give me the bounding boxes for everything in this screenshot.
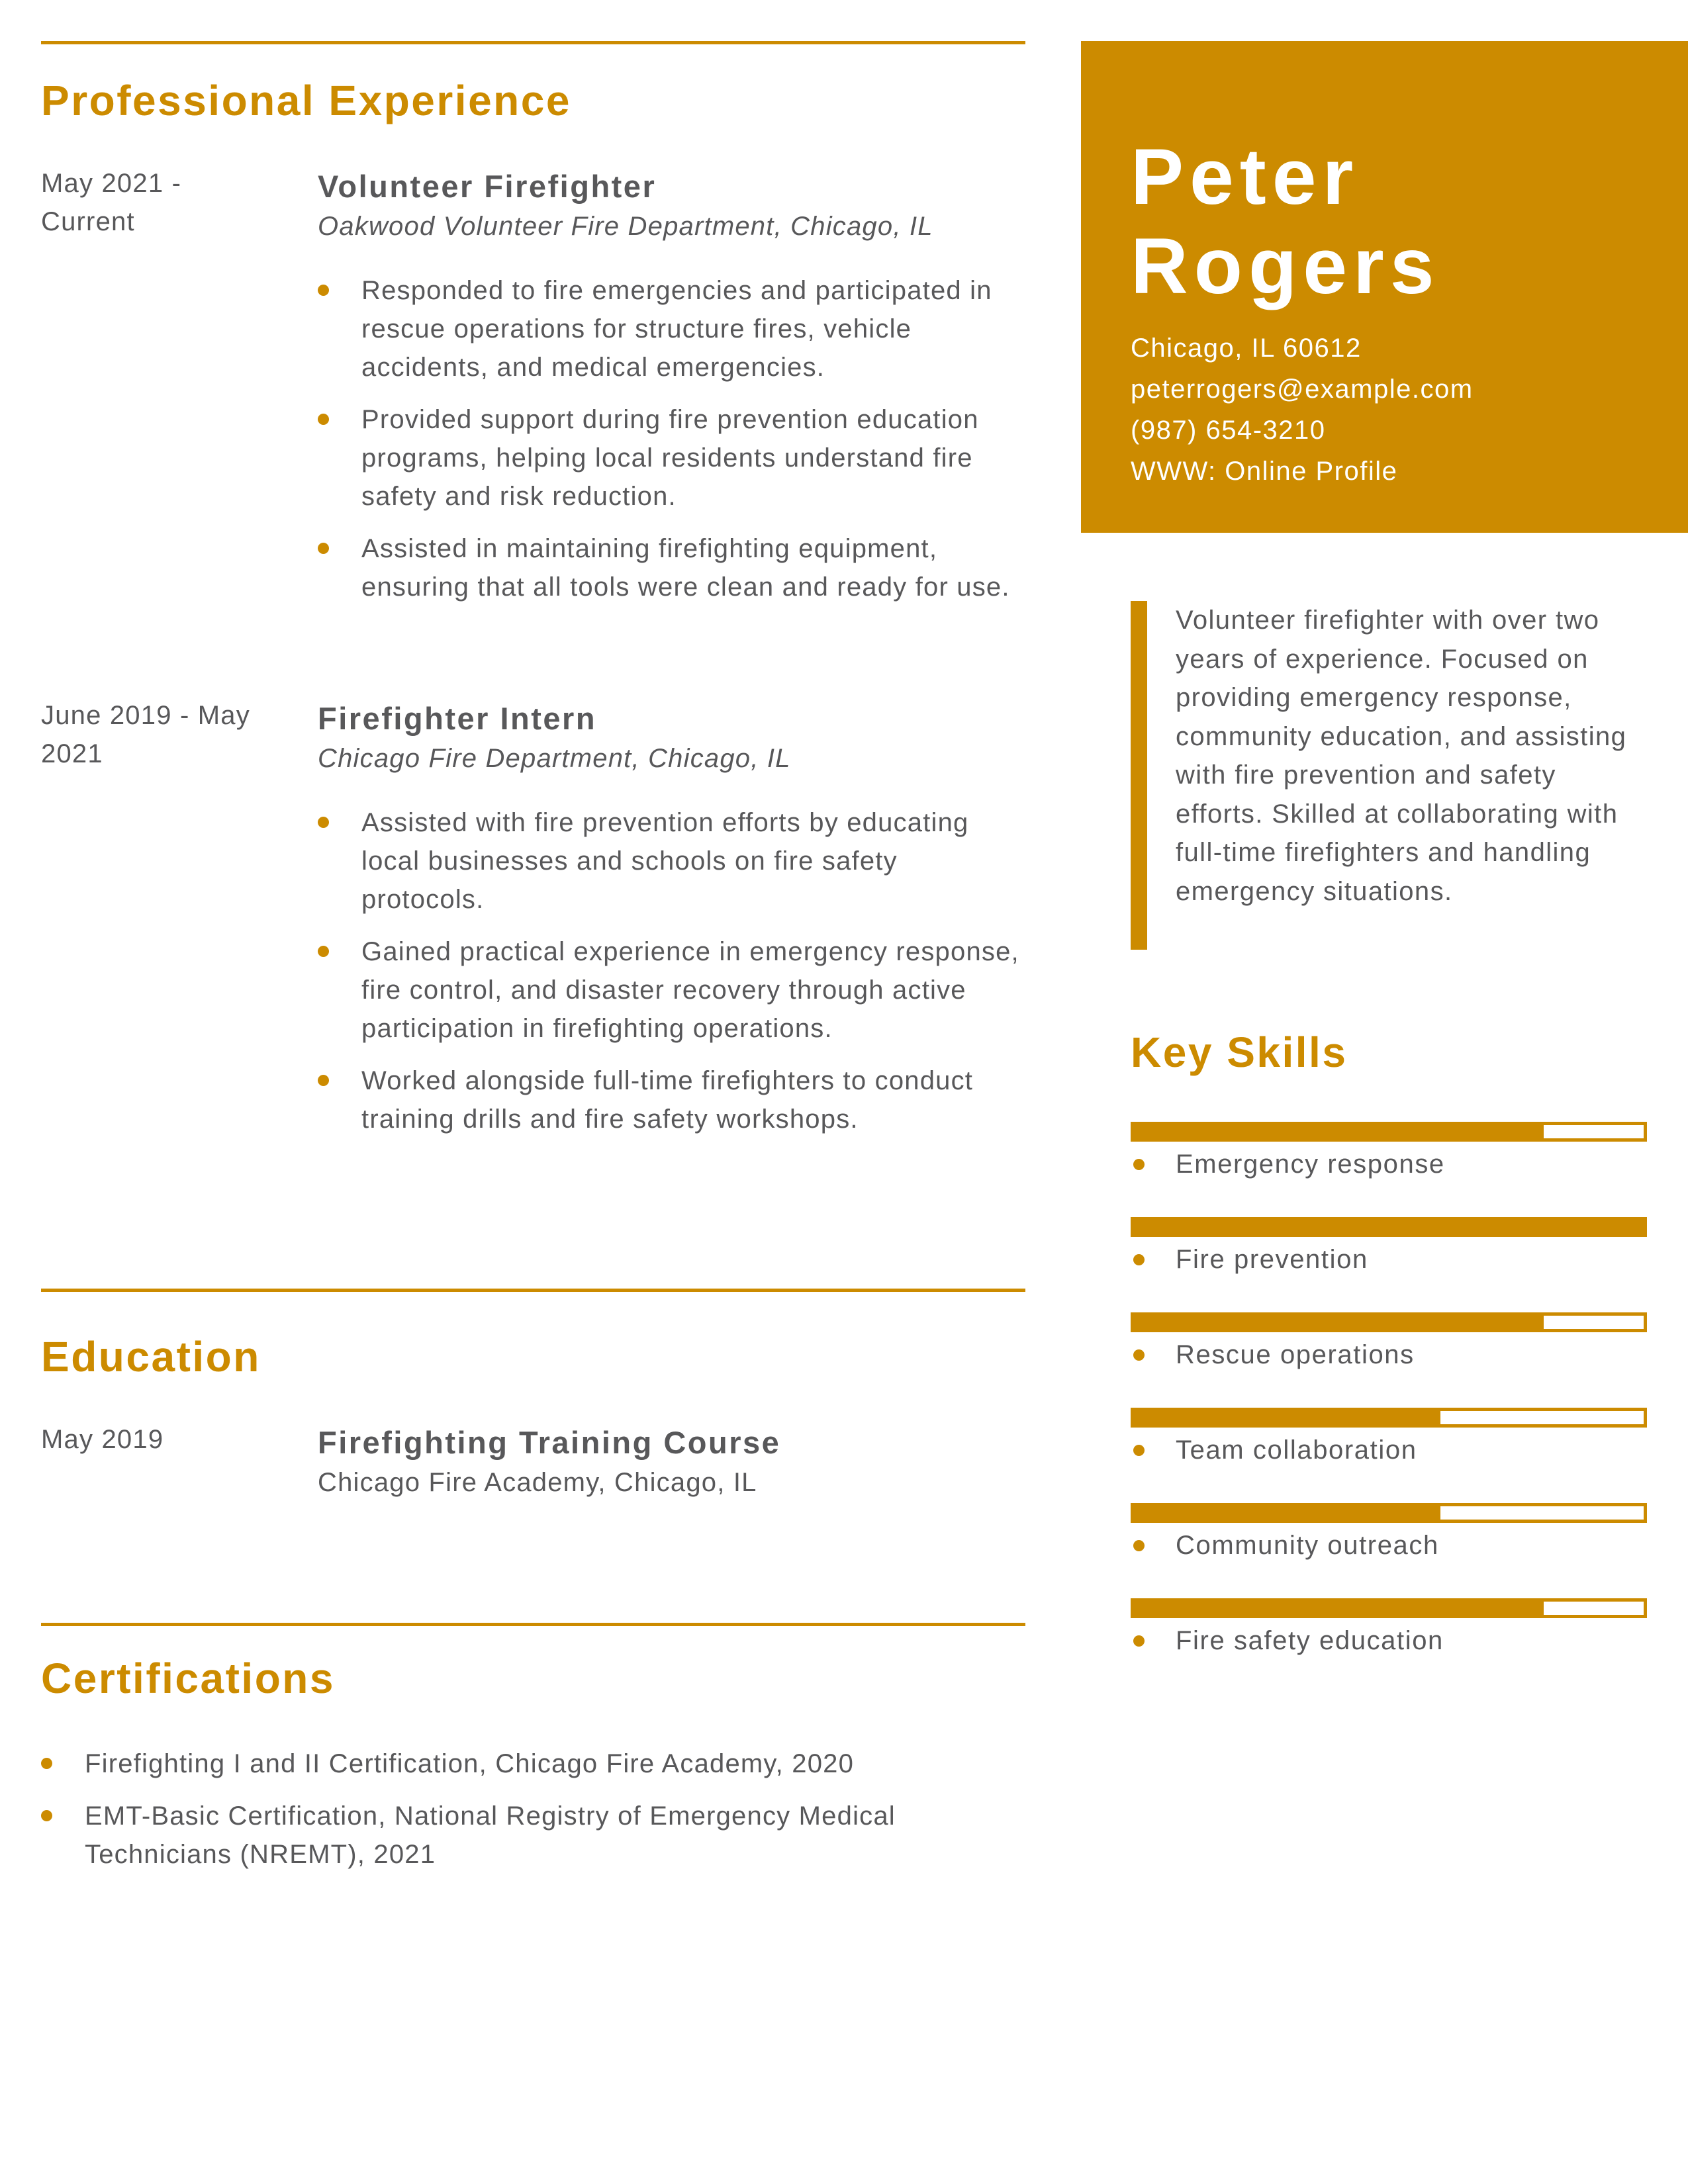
job-bullets (318, 803, 1026, 1138)
skill-level-empty (1440, 1506, 1644, 1520)
last-name: Rogers (1131, 222, 1440, 310)
bullet-dot-icon (1133, 1254, 1145, 1265)
skill-level-bar (1131, 1503, 1647, 1523)
section-divider (41, 1289, 1025, 1292)
bullet-dot-icon (318, 946, 329, 957)
job-entry (318, 167, 1026, 620)
candidate-name (1131, 132, 1440, 311)
skill-label: Fire prevention (1176, 1245, 1368, 1274)
skill-level-empty (1440, 1411, 1644, 1424)
skill-label: Team collaboration (1176, 1435, 1417, 1465)
bullet-item: Assisted in maintaining firefighting equipment, ensuring that all tools were clean and ready for use. (318, 529, 1026, 606)
section-title-education: Education (41, 1333, 261, 1381)
education-title: Firefighting Training Course (318, 1425, 781, 1460)
skill-level-empty (1544, 1316, 1644, 1329)
skill-label: Community outreach (1176, 1531, 1439, 1560)
bullet-item: Gained practical experience in emergency response, fire control, and disaster recovery through active participation in firefighting operations. (318, 933, 1026, 1048)
bullet-dot-icon (318, 817, 329, 828)
skill-level-bar (1131, 1312, 1647, 1332)
section-title-certifications: Certifications (41, 1655, 335, 1702)
job-organization: Chicago Fire Department, Chicago, IL (318, 744, 791, 773)
job-bullets (318, 271, 1026, 606)
certifications-list (41, 1745, 1034, 1888)
certification-item: EMT-Basic Certification, National Registry of Emergency Medical Technicians (NREMT), 2021 (41, 1797, 1034, 1874)
section-divider (41, 41, 1025, 44)
contact-email[interactable]: peterrogers@example.com (1131, 375, 1474, 404)
job-title: Firefighter Intern (318, 701, 597, 736)
skill-level-bar (1131, 1217, 1647, 1237)
job-date: June 2019 - May 2021 (41, 701, 250, 768)
bullet-dot-icon (1133, 1635, 1145, 1647)
bullet-dot-icon (318, 543, 329, 554)
bullet-item: Assisted with fire prevention efforts by educating local businesses and schools on fire safety protocols. (318, 803, 1026, 919)
bullet-dot-icon (1133, 1445, 1145, 1456)
skill-level-bar (1131, 1122, 1647, 1142)
job-title: Volunteer Firefighter (318, 169, 657, 204)
bullet-dot-icon (318, 285, 329, 296)
contact-phone[interactable]: (987) 654-3210 (1131, 416, 1326, 445)
skill-level-bar (1131, 1408, 1647, 1428)
skill-level-empty (1544, 1602, 1644, 1615)
job-date: May 2021 - Current (41, 169, 182, 236)
professional-summary: Volunteer firefighter with over two years of experience. Focused on providing emergency response, community education, and assisting with fire prevention and safety efforts. Skilled at collaborating with full-time firefighters and handling emergency situations. (1176, 606, 1627, 906)
section-title-skills: Key Skills (1131, 1028, 1348, 1076)
bullet-dot-icon (41, 1758, 52, 1769)
skill-label: Emergency response (1176, 1150, 1445, 1179)
education-date: May 2019 (41, 1425, 164, 1454)
bullet-dot-icon (41, 1810, 52, 1821)
job-entry (318, 699, 1026, 1152)
bullet-dot-icon (1133, 1540, 1145, 1551)
education-institution: Chicago Fire Academy, Chicago, IL (318, 1468, 757, 1497)
section-title-experience: Professional Experience (41, 77, 571, 124)
job-organization: Oakwood Volunteer Fire Department, Chicago, IL (318, 212, 933, 241)
education-entry (318, 1423, 1026, 1502)
summary-accent-bar (1131, 601, 1147, 950)
bullet-item: Worked alongside full-time firefighters to conduct training drills and fire safety workshops. (318, 1062, 1026, 1138)
certification-item: Firefighting I and II Certification, Chicago Fire Academy, 2020 (41, 1745, 1034, 1783)
contact-location: Chicago, IL 60612 (1131, 334, 1362, 363)
skill-level-empty (1544, 1125, 1644, 1138)
skill-label: Fire safety education (1176, 1626, 1444, 1655)
contact-info (1131, 328, 1474, 492)
first-name: Peter (1131, 132, 1360, 221)
contact-website[interactable]: WWW: Online Profile (1131, 457, 1398, 486)
section-divider (41, 1623, 1025, 1626)
bullet-dot-icon (318, 1075, 329, 1086)
bullet-item: Provided support during fire prevention education programs, helping local residents understand fire safety and risk reduction. (318, 400, 1026, 516)
bullet-dot-icon (1133, 1159, 1145, 1170)
skill-level-bar (1131, 1598, 1647, 1618)
bullet-dot-icon (318, 414, 329, 425)
bullet-dot-icon (1133, 1349, 1145, 1361)
skill-label: Rescue operations (1176, 1340, 1415, 1369)
bullet-item: Responded to fire emergencies and participated in rescue operations for structure fires, vehicle accidents, and medical emergencies. (318, 271, 1026, 387)
